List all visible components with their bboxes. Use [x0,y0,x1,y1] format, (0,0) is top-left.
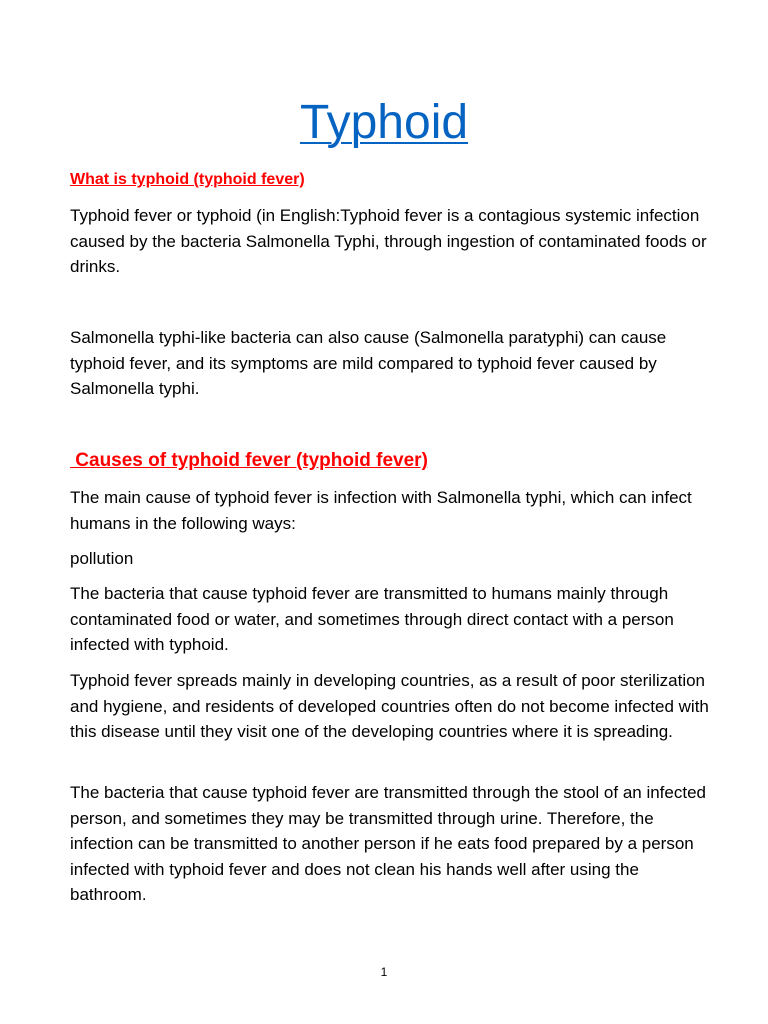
paragraph-paratyphi: Salmonella typhi-like bacteria can also cause (Salmonella paratyphi) can cause typhoid fever, and its symptoms are mild compared to typhoid fever caused by Salmonella typhi. [70,328,667,399]
paragraph-definition: Typhoid fever or typhoid (in English:Typhoid fever is a contagious systemic infection caused by the bacteria Salmonella Typhi, through ingestion of contaminated foods or drinks. [70,206,707,277]
section-heading-causes: Causes of typhoid fever (typhoid fever) [70,450,428,471]
paragraph-developing-countries: Typhoid fever spreads mainly in developing countries, as a result of poor sterilization and hygiene, and residents of developed countries often do not become infected with this disease until they visit one of the developing countries where it is spreading. [70,671,709,742]
section-heading-what-is-typhoid: What is typhoid (typhoid fever) [70,171,305,188]
paragraph-transmission: The bacteria that cause typhoid fever are transmitted to humans mainly through contaminated food or water, and sometimes through direct contact with a person infected with typhoid. [70,584,674,655]
paragraph-main-cause: The main cause of typhoid fever is infection with Salmonella typhi, which can infect humans in the following ways: [70,488,692,533]
document-title: Typhoid [299,96,469,149]
paragraph-pollution: pollution [70,549,134,568]
page-number: 1 [380,965,388,979]
paragraph-stool-transmission: The bacteria that cause typhoid fever are transmitted through the stool of an infected person, and sometimes they may be transmitted through urine. Therefore, the infection can be transmitted to another person if he eats food prepared by a person infected with typhoid fever and does not clean his hands well after using the bathroom. [70,783,706,905]
